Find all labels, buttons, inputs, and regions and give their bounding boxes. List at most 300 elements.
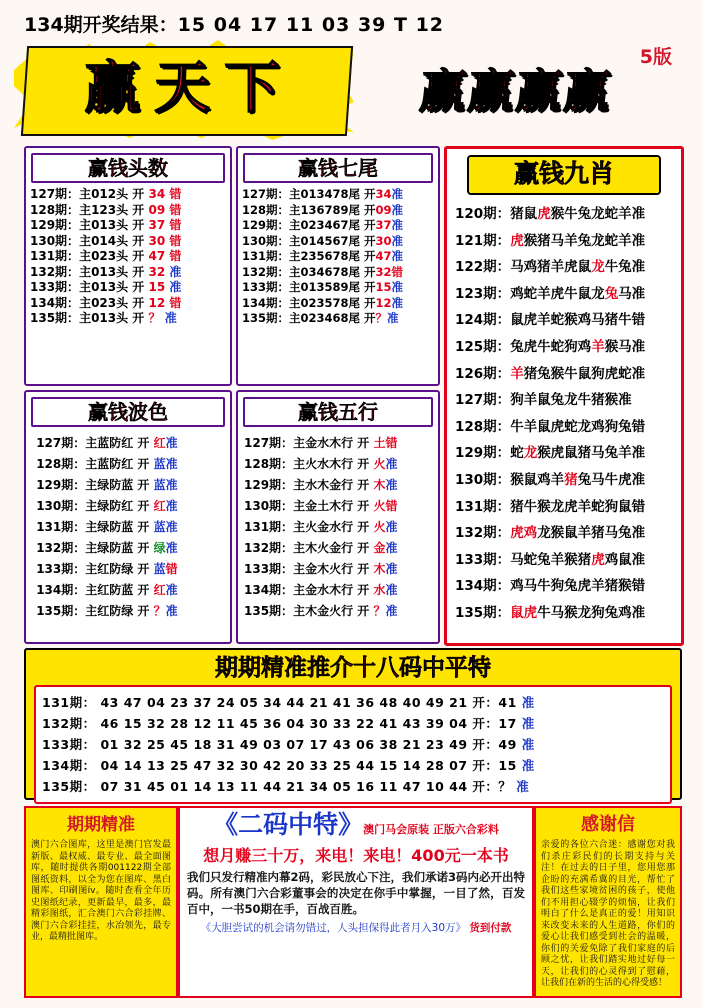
row-body: 主013头 开	[79, 218, 145, 232]
edition-number: 5	[639, 46, 653, 68]
row-result: 红	[153, 436, 166, 450]
row-highlight: 猪	[564, 471, 578, 488]
bottom-right-letter	[534, 806, 682, 998]
row-post: 猴猪马羊兔龙蛇羊准	[523, 232, 646, 249]
list-item	[32, 580, 224, 601]
row-period: 128期：	[455, 418, 511, 435]
row-period: 132期：	[455, 525, 511, 542]
list-item	[242, 187, 436, 203]
row-pre: 马鸡猪羊虎鼠	[510, 259, 592, 276]
list-item	[30, 311, 226, 327]
panel-qiwei	[236, 146, 440, 386]
row-period: 135期：	[30, 311, 80, 325]
payment-badge: 货到付款	[469, 922, 512, 934]
row-body: 主蓝防红 开	[85, 436, 150, 450]
list-item	[455, 228, 673, 255]
row-numbers: 43 47 04 23 37 24 05 34 44 21 41 36 48 40 49 21	[100, 695, 468, 710]
list-item	[455, 520, 673, 547]
list-item	[244, 517, 432, 538]
list-item	[242, 234, 436, 250]
row-post: 鸡鼠准	[604, 551, 646, 568]
table-row	[42, 713, 664, 734]
row-body: 主014头 开	[79, 233, 145, 248]
panel-18codes-title: 期期精准推介十八码中平特	[215, 655, 491, 681]
draw-result-numbers: 15 04 17 11 03 39 T 12	[177, 14, 445, 36]
panel-18codes-rows	[34, 685, 672, 804]
row-result: 32	[375, 264, 392, 279]
row-tag: 准	[385, 457, 398, 471]
banner	[24, 40, 678, 140]
row-body: 主136789尾 开	[289, 202, 376, 217]
row-body: 主红防绿 开	[85, 604, 150, 618]
row-highlight: 虎	[510, 232, 524, 249]
row-tag: 准	[385, 520, 398, 534]
row-body: 主023467尾 开	[289, 218, 376, 232]
row-period: 134期：	[242, 295, 290, 310]
table-row	[42, 692, 664, 713]
row-period: 127期：	[455, 392, 511, 409]
table-row	[42, 755, 664, 776]
list-item	[242, 311, 436, 327]
row-pre: 猪牛猴龙虎羊蛇狗鼠错	[510, 498, 646, 515]
row-body: 主金土木行 开	[293, 499, 370, 513]
list-item	[30, 203, 226, 219]
list-item	[455, 414, 673, 441]
list-item	[242, 296, 436, 312]
bottom-section	[24, 806, 678, 994]
row-tag: 准	[165, 478, 178, 492]
panel-qiwei-rows	[238, 185, 438, 331]
banner-left-title: 赢天下	[84, 56, 295, 121]
bottom-center-slogan: 想月赚三十万，来电！来电！400元一本书	[203, 846, 509, 865]
row-period: 130期：	[455, 471, 511, 488]
row-post: 猴马准	[604, 338, 646, 355]
row-tag: 准	[385, 583, 398, 597]
row-tag: 错	[165, 562, 178, 576]
list-item	[32, 601, 224, 622]
row-tag: 错	[169, 249, 182, 263]
row-period: 134期：	[244, 583, 294, 597]
row-period: 123期：	[455, 285, 511, 302]
row-tag: 错	[391, 264, 404, 279]
row-period: 127期：	[244, 436, 294, 450]
row-period: 133期：	[242, 280, 290, 294]
row-period: 129期：	[30, 218, 80, 232]
row-tag: 准	[391, 187, 404, 201]
row-tag: 错	[169, 233, 182, 248]
list-item	[455, 361, 673, 388]
bottom-center-note	[180, 921, 532, 936]
row-result: 水	[373, 583, 386, 597]
row-pre: 猴鼠鸡羊	[510, 471, 565, 488]
list-item	[244, 433, 432, 454]
row-period: 131期：	[42, 695, 96, 710]
row-tag: 准	[391, 249, 404, 263]
list-item	[455, 387, 673, 414]
row-body: 主金木火行 开	[293, 562, 370, 576]
row-period: 130期：	[244, 499, 294, 513]
row-open: 开：41	[472, 695, 517, 710]
row-period: 135期：	[42, 779, 96, 794]
row-post: 猴虎鼠猪马兔羊准	[537, 445, 646, 462]
row-period: 127期：	[36, 436, 86, 450]
row-result: ？	[153, 604, 166, 618]
row-result: 木	[373, 562, 386, 576]
list-item	[244, 601, 432, 622]
row-period: 131期：	[242, 249, 290, 263]
row-numbers: 04 14 13 25 47 32 30 42 20 33 25 44 15 14 28 07	[100, 758, 468, 773]
panel-qiwei-title: 赢钱七尾	[298, 156, 378, 180]
row-tag: 错	[169, 218, 182, 232]
row-body: 主023头 开	[79, 249, 145, 263]
row-body: 主013头 开	[79, 311, 145, 325]
row-result: 金	[373, 541, 386, 555]
banner-left-plate	[21, 46, 353, 136]
row-tag: 准	[165, 541, 178, 555]
row-tag: 准	[385, 478, 398, 492]
row-tag: 准	[385, 562, 398, 576]
row-period: 127期：	[30, 187, 80, 201]
row-tag: 准	[391, 233, 404, 248]
row-pre: 鸡马牛狗兔虎羊猪猴错	[510, 578, 646, 595]
list-item	[244, 496, 432, 517]
row-pre: 鼠虎羊蛇猴鸡马猪牛错	[510, 312, 646, 329]
list-item	[242, 249, 436, 265]
row-period: 132期：	[244, 541, 294, 555]
panel-wuxing-title: 赢钱五行	[298, 400, 378, 424]
row-result: 火	[373, 457, 386, 471]
row-tag: 准	[165, 499, 178, 513]
list-item	[455, 494, 673, 521]
list-item	[455, 307, 673, 334]
panel-bose-rows	[26, 429, 230, 626]
bottom-left-ad	[24, 806, 178, 998]
row-tag: 准	[165, 436, 178, 450]
row-period: 130期：	[36, 499, 86, 513]
row-result: 09	[375, 202, 392, 217]
row-period: 132期：	[242, 264, 290, 279]
row-result: 红	[153, 583, 166, 597]
list-item	[32, 538, 224, 559]
table-row	[42, 776, 664, 797]
row-body: 主023头 开	[79, 295, 145, 310]
row-result: ？	[148, 311, 161, 325]
row-result: 绿	[153, 541, 166, 555]
row-tag: 准	[521, 716, 535, 731]
row-period: 132期：	[30, 264, 80, 279]
row-highlight: 龙	[523, 445, 538, 462]
panel-qiwei-header	[243, 153, 433, 183]
row-open: 开：15	[472, 758, 517, 773]
row-period: 125期：	[455, 338, 511, 355]
row-post: 牛马猴龙狗兔鸡准	[537, 604, 646, 621]
list-item	[244, 538, 432, 559]
row-body: 主火水木行 开	[293, 457, 370, 471]
list-item	[244, 454, 432, 475]
panel-bose	[24, 390, 232, 644]
row-period: 124期：	[455, 312, 511, 329]
row-pre: 狗羊鼠兔龙牛猪猴准	[510, 392, 632, 409]
list-item	[455, 201, 673, 228]
row-period: 128期：	[242, 202, 290, 217]
bottom-center-note-text: 《大胆尝试的机会请勿错过，人头担保得此者月入30万》	[200, 922, 467, 934]
row-tag: 准	[164, 311, 177, 325]
row-body: 主绿防红 开	[85, 499, 150, 513]
row-period: 132期：	[36, 541, 86, 555]
row-result: 47	[375, 249, 392, 263]
row-post: 龙猴鼠羊猪马兔准	[537, 525, 646, 542]
row-tag: 准	[385, 541, 398, 555]
row-period: 135期：	[36, 604, 86, 618]
row-period: 128期：	[36, 457, 86, 471]
row-period: 121期：	[455, 232, 511, 249]
row-period: 129期：	[244, 478, 294, 492]
row-period: 135期：	[244, 604, 294, 618]
edition-label: 版	[652, 46, 672, 68]
list-item	[32, 559, 224, 580]
row-period: 130期：	[30, 233, 80, 248]
list-item	[455, 467, 673, 494]
row-post: 牛兔准	[604, 259, 646, 276]
list-item	[30, 249, 226, 265]
row-result: 12	[375, 295, 392, 310]
row-body: 主012头 开	[79, 187, 145, 201]
row-result: 09	[148, 202, 166, 217]
panel-18codes	[24, 648, 682, 800]
bottom-center-text: 我们只发行精准内幕2码，彩民放心下注，我们承诺3码内必开出特码。所有澳门六合彩董事会的决定在你手中掌握，一目了然，百发百中，一书50期在手，百战百胜。	[187, 870, 525, 916]
row-body: 主013478尾 开	[289, 187, 376, 201]
row-body: 主绿防蓝 开	[85, 520, 150, 534]
row-pre: 马蛇兔羊猴猪	[510, 551, 592, 568]
row-tag: 错	[169, 187, 182, 201]
panel-jiuxiao	[444, 146, 684, 646]
list-item	[32, 475, 224, 496]
row-pre: 兔虎牛蛇狗鸡	[510, 338, 592, 355]
list-item	[455, 281, 673, 308]
list-item	[30, 280, 226, 296]
row-result: 蓝	[153, 478, 166, 492]
row-period: 134期：	[36, 583, 86, 597]
row-tag: 准	[165, 604, 178, 618]
row-tag: 准	[387, 311, 399, 325]
row-post: 猪兔猴牛鼠狗虎蛇准	[523, 365, 646, 382]
row-highlight: 羊	[510, 365, 524, 382]
row-body: 主金水木行 开	[293, 583, 370, 597]
row-body: 主木金火行 开	[293, 604, 370, 618]
panel-bose-header	[31, 397, 225, 427]
row-period: 126期：	[455, 365, 511, 382]
row-period: 132期：	[42, 716, 96, 731]
row-body: 主034678尾 开	[289, 264, 376, 279]
row-result: 32	[148, 264, 166, 279]
row-result: 土	[373, 436, 386, 450]
row-period: 134期：	[30, 295, 80, 310]
row-result: 37	[148, 218, 166, 232]
row-highlight: 虎	[537, 206, 551, 222]
row-result: 15	[148, 280, 166, 294]
bottom-center-title	[180, 808, 532, 845]
row-period: 131期：	[244, 520, 294, 534]
row-pre: 牛羊鼠虎蛇龙鸡狗兔错	[510, 418, 646, 435]
row-result: 12	[148, 295, 166, 310]
row-body: 主绿防蓝 开	[85, 478, 150, 492]
panel-touzu	[24, 146, 232, 386]
row-period: 130期：	[242, 233, 290, 248]
row-result: 蓝	[153, 562, 166, 576]
row-period: 135期：	[242, 311, 290, 325]
panel-touzu-rows	[26, 185, 230, 331]
panel-wuxing-rows	[238, 429, 438, 626]
list-item	[30, 234, 226, 250]
draw-result-label: 134期开奖结果：	[24, 14, 178, 36]
list-item	[242, 265, 436, 281]
row-tag: 错	[169, 202, 182, 217]
row-result: 47	[148, 249, 166, 263]
row-result: 15	[375, 280, 392, 294]
row-tag: 错	[385, 499, 398, 513]
row-tag: 准	[516, 779, 530, 794]
row-body: 主蓝防红 开	[85, 457, 150, 471]
list-item	[32, 517, 224, 538]
list-item	[32, 433, 224, 454]
table-row	[42, 734, 664, 755]
row-tag: 准	[165, 520, 178, 534]
list-item	[30, 296, 226, 312]
row-post: 猴牛兔龙蛇羊准	[550, 206, 646, 222]
banner-right-title: 赢赢赢赢	[417, 64, 615, 118]
bottom-left-title: 期期精准	[67, 815, 135, 835]
row-tag: 准	[385, 604, 398, 618]
row-numbers: 07 31 45 01 14 13 11 44 21 34 05 16 11 47 10 44	[100, 779, 468, 794]
list-item	[244, 580, 432, 601]
row-result: 蓝	[153, 520, 166, 534]
row-tag: 准	[165, 583, 178, 597]
row-result: ？	[373, 604, 386, 618]
row-pre: 蛇	[510, 445, 524, 462]
list-item	[242, 218, 436, 234]
bottom-center-title-sub: 澳门马会原装 正版六合彩料	[363, 823, 499, 836]
row-highlight: 虎	[591, 551, 605, 568]
list-item	[242, 203, 436, 219]
row-numbers: 46 15 32 28 12 11 45 36 04 30 33 22 41 43 39 04	[100, 716, 468, 731]
row-result: 34	[148, 187, 166, 201]
row-open: 开：49	[472, 737, 517, 752]
row-highlight: 虎鸡	[510, 525, 538, 542]
row-period: 128期：	[30, 202, 80, 217]
row-post: 马准	[618, 285, 646, 302]
row-body: 主023578尾 开	[289, 295, 376, 310]
row-tag: 准	[391, 280, 404, 294]
list-item	[244, 559, 432, 580]
row-open: 开：？	[472, 779, 512, 794]
row-highlight: 鼠虎	[510, 604, 538, 621]
panel-wuxing	[236, 390, 440, 644]
row-body: 主235678尾 开	[289, 249, 376, 263]
bottom-center-ad	[178, 806, 534, 998]
row-tag: 错	[169, 295, 182, 310]
list-item	[32, 454, 224, 475]
list-item	[30, 265, 226, 281]
row-highlight: 兔	[604, 285, 619, 302]
row-result: 木	[373, 478, 386, 492]
list-item	[32, 496, 224, 517]
row-result: 红	[153, 499, 166, 513]
row-period: 131期：	[36, 520, 86, 534]
bottom-left-text: 澳门六合图库，这里是澳门官发最新版、最权威、最专业、最全面图库，随时提供各期001122期全部图纸资料，以全为您在图库、黑白图库、印刷图ív。随时查看全年历史图纸纪录，更新最早，最多，最精彩图纸，汇合澳门六合彩挂牌、澳门六合彩挂挂，水冶领先，最专业，最精批图库。	[31, 840, 171, 942]
panel-jiuxiao-rows	[447, 199, 681, 629]
row-period: 133期：	[244, 562, 294, 576]
panel-wuxing-header	[243, 397, 433, 427]
row-tag: 准	[169, 264, 182, 279]
row-period: 131期：	[455, 498, 511, 515]
row-tag: 准	[391, 295, 404, 310]
row-period: 131期：	[30, 249, 80, 263]
list-item	[242, 280, 436, 296]
draw-result-line	[24, 10, 684, 36]
row-body: 主红防绿 开	[85, 562, 150, 576]
row-period: 133期：	[30, 280, 80, 294]
row-body: 主023468尾 开	[289, 311, 376, 325]
row-open: 开：17	[472, 716, 517, 731]
row-period: 133期：	[455, 551, 511, 568]
row-period: 129期：	[242, 218, 290, 232]
row-numbers: 01 32 25 45 18 31 49 03 07 17 43 06 38 21 23 49	[100, 737, 468, 752]
row-tag: 准	[391, 218, 404, 232]
list-item	[455, 334, 673, 361]
row-tag: 准	[391, 202, 404, 217]
row-period: 133期：	[36, 562, 86, 576]
row-highlight: 羊	[591, 338, 605, 355]
row-result: 30	[148, 233, 166, 248]
row-result: 蓝	[153, 457, 166, 471]
list-item	[455, 254, 673, 281]
list-item	[455, 440, 673, 467]
row-post: 兔马牛虎准	[577, 471, 646, 488]
row-period: 134期：	[455, 578, 511, 595]
row-body: 主绿防蓝 开	[85, 541, 150, 555]
row-period: 127期：	[242, 187, 290, 201]
row-period: 134期：	[42, 758, 96, 773]
row-result: 34	[375, 187, 392, 201]
panel-jiuxiao-title: 赢钱九肖	[467, 155, 661, 195]
list-item	[30, 187, 226, 203]
bottom-right-title: 感谢信	[581, 814, 635, 835]
row-period: 133期：	[42, 737, 96, 752]
row-tag: 错	[385, 436, 398, 450]
row-tag: 准	[169, 280, 182, 294]
row-tag: 准	[521, 758, 535, 773]
row-period: 129期：	[36, 478, 86, 492]
row-body: 主013头 开	[79, 264, 145, 279]
row-tag: 准	[521, 695, 535, 710]
list-item	[455, 547, 673, 574]
row-result: 火	[373, 499, 386, 513]
bottom-right-text: 亲爱的各位六合迷：感谢您对我们杀庄彩民们的长期支持与关注！在过去的日子里，您用您那企盼的充满希冀的目光，帮忙了我们这些家境贫困的孩子，使他们不用担心辍学的烦恼，让我们明白了什么是真正的爱！用知识来改变未来的人生道路，你们的爱心让我们感受到社会的温暖，你们的关爱免除了我们家庭的后顾之忧，让我们踏实地过好每一天，让我们的心灵得到了慰藉，让我们在新的生活的心得受感！	[541, 840, 675, 988]
row-body: 主金水木行 开	[293, 436, 370, 450]
row-body: 主红防蓝 开	[85, 583, 150, 597]
row-body: 主木火金行 开	[293, 541, 370, 555]
row-tag: 准	[521, 737, 535, 752]
list-item	[455, 600, 673, 627]
row-period: 135期：	[455, 604, 511, 621]
row-result: 火	[373, 520, 386, 534]
row-period: 122期：	[455, 259, 511, 276]
bottom-center-title-main: 《二码中特》	[213, 810, 364, 839]
panel-touzu-title: 赢钱头数	[88, 156, 168, 180]
row-period: 120期：	[455, 206, 511, 222]
row-highlight: 龙	[591, 259, 605, 276]
row-body: 主火金水行 开	[293, 520, 370, 534]
